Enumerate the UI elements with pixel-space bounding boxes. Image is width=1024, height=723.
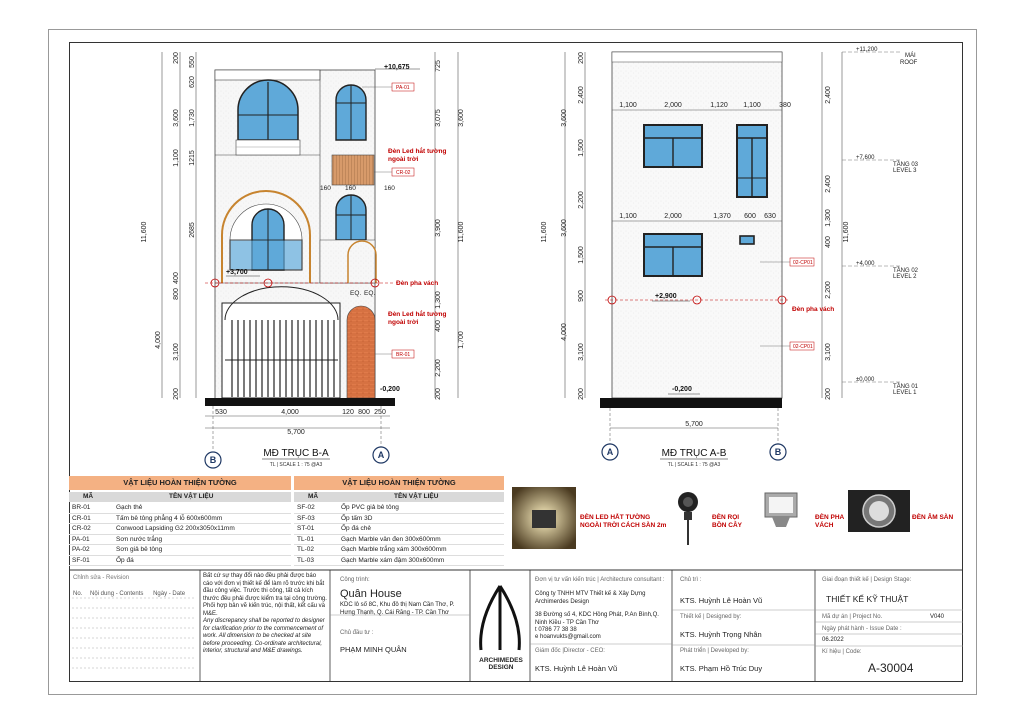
axis-label: A (606, 447, 614, 457)
issue-label: Ngày phát hành - Issue Date : (822, 626, 902, 632)
svg-text:900: 900 (578, 290, 585, 302)
director-label: Giám đốc |Director - CEO: (535, 648, 605, 654)
svg-text:630: 630 (764, 213, 776, 220)
svg-text:LEVEL 2: LEVEL 2 (893, 274, 917, 280)
elevation-ba-drawing (141, 45, 480, 470)
right-dimensions-ab (825, 86, 850, 400)
table-row: SF-01 Ốp đá (69, 555, 291, 566)
svg-text:+11,200: +11,200 (856, 47, 878, 53)
dim: 11,600 (458, 221, 465, 243)
dim: 200 (173, 388, 180, 400)
developer-label: Phát triển | Developed by: (680, 648, 749, 654)
svg-text:4,000: 4,000 (561, 323, 568, 341)
dim: 800 (173, 288, 180, 300)
light-label-flood: ĐÈN PHA VÁCH (815, 514, 845, 529)
dim: 3,600 (458, 109, 465, 127)
svg-text:5,700: 5,700 (287, 429, 305, 436)
materials-header: MÃ TÊN VẬT LIỆU (69, 492, 291, 502)
svg-text:TẦNG 02: TẦNG 02 (893, 268, 919, 274)
bottom-dimensions (215, 409, 386, 436)
tag: BR-01 (396, 352, 411, 358)
project-address: KDC lô số 8C, Khu đô thị Nam Cần Thơ, P. Hưng Thạnh, Q. Cái Răng - TP. Cần Thơ (340, 602, 455, 616)
note-flood-light: Đèn pha vách (396, 280, 439, 287)
wall-washer-light-icon (512, 487, 576, 549)
level: +3,700 (226, 269, 248, 276)
svg-text:200: 200 (825, 388, 832, 400)
svg-text:TẦNG 03: TẦNG 03 (893, 162, 919, 168)
svg-text:800: 800 (358, 409, 370, 416)
investor-label: Chủ đầu tư : (340, 630, 374, 636)
table-row: PA-01 Sơn nước trắng (69, 534, 291, 545)
table-row: CR-01 Tấm bê tông phẳng 4 lỗ 600x600mm (69, 513, 291, 524)
svg-text:1,100: 1,100 (619, 213, 637, 220)
svg-text:2,400: 2,400 (825, 86, 832, 104)
dim: 1,100 (173, 149, 180, 167)
project-no-label: Mã dự án | Project No. (822, 614, 883, 620)
elevation-title: MĐ TRỤC B-A (263, 448, 329, 459)
svg-text:LEVEL 1: LEVEL 1 (893, 390, 917, 396)
dim: 2,200 (435, 359, 442, 377)
svg-text:+7,600: +7,600 (856, 155, 875, 161)
dim: 3,100 (173, 343, 180, 361)
svg-text:1,100: 1,100 (619, 102, 637, 109)
axis-label: B (209, 455, 217, 465)
project-label: Công trình: (340, 577, 370, 583)
svg-text:1,500: 1,500 (578, 139, 585, 157)
revision-header: No. Nội dung - Contents Ngày - Date (73, 591, 186, 597)
garden-spike-light-icon (678, 492, 698, 545)
consultant-email: e hoanvukts@gmail.com (535, 634, 601, 640)
right-dimensions (435, 60, 465, 400)
dim: 550 (189, 56, 196, 68)
table-row: SF-03 Ốp tấm 3D (294, 513, 504, 524)
axis-label: B (774, 447, 782, 457)
svg-text:1,500: 1,500 (578, 246, 585, 264)
logo-text: ARCHIMEDES DESIGN (479, 657, 523, 671)
svg-text:530: 530 (215, 409, 227, 416)
issue-date: 06.2022 (822, 637, 844, 643)
svg-text:2,000: 2,000 (664, 213, 682, 220)
table-row: BR-01 Gạch thẻ (69, 503, 291, 513)
designer-name: KTS. Huỳnh Trọng Nhân (680, 630, 762, 639)
dim: 1215 (189, 150, 196, 166)
svg-text:1,120: 1,120 (710, 102, 728, 109)
code-label: Kí hiệu | Code: (822, 649, 862, 655)
dim: 4,000 (155, 331, 162, 349)
project-no: V040 (930, 614, 945, 620)
svg-text:120: 120 (342, 409, 354, 416)
level: +10,675 (384, 64, 410, 71)
note-flood-light-ab: Đèn pha vách (792, 306, 835, 313)
chair-name: KTS. Huỳnh Lê Hoàn Vũ (680, 596, 763, 605)
dim: 1,300 (435, 291, 442, 309)
axis-label: A (377, 450, 385, 460)
svg-text:2,400: 2,400 (825, 175, 832, 193)
light-label-wall-washer: ĐÈN LED HẮT TƯỜNG NGOÀI TRỜI CÁCH SÀN 2m (580, 514, 667, 529)
consultant-name: Công ty TNHH MTV Thiết kế & Xây Dựng Archimerdes Design (535, 591, 646, 605)
dim: 1,730 (189, 109, 196, 127)
notice-vi: Bất cứ sự thay đổi nào đều phải được báo cáo với đơn vị thiết kế để làm rõ trước khi bắt đầu công việc. Trước thi công, tất cả kích thước đều phải được kiểm tra tại công trường. Phối hợp bản vẽ kiến trúc, nội thất, kết cấu và M&E. (203, 573, 327, 617)
svg-text:160: 160 (345, 185, 356, 192)
svg-text:4,000: 4,000 (281, 409, 299, 416)
svg-text:EQ.: EQ. (350, 290, 362, 297)
svg-text:LEVEL 3: LEVEL 3 (893, 168, 917, 174)
dim: 1,700 (458, 331, 465, 349)
table-row: TL-01 Gạch Marble vân đen 300x600mm (294, 534, 504, 545)
table-row: TL-03 Gạch Marble xám đậm 300x600mm (294, 555, 504, 566)
svg-text:1,300: 1,300 (825, 209, 832, 227)
svg-text:2,000: 2,000 (664, 102, 682, 109)
light-label-spike: ĐÈN RỌI BỒN CÂY (712, 514, 742, 529)
svg-text:ROOF: ROOF (900, 60, 918, 66)
svg-text:1,370: 1,370 (713, 213, 731, 220)
archimedes-logo (478, 584, 522, 654)
light-label-inground: ĐÈN ÂM SÀN (912, 514, 954, 521)
consultant-phone: t 0786 77 38 38 (535, 627, 577, 633)
svg-text:3,100: 3,100 (578, 343, 585, 361)
designer-label: Thiết kế | Designed by: (680, 614, 742, 620)
materials-title: VẬT LIỆU HOÀN THIỆN TƯỜNG (69, 476, 291, 490)
svg-text:TẦNG 01: TẦNG 01 (893, 384, 919, 390)
tag: CR-02 (396, 170, 411, 176)
notice-en: Any discrepancy shall be reported to designer for clarification prior to the commencement of work. All dimension to be checked at site before proceeding. Co-ordinate architectural, interior, structural and M&E drawings. (203, 618, 325, 654)
dim: 2685 (189, 222, 196, 238)
svg-text:MÁI: MÁI (905, 53, 916, 59)
elevation-ab-drawing (540, 45, 950, 470)
svg-text:250: 250 (374, 409, 386, 416)
consultant-label: Đơn vị tư vấn kiến trúc | Architecture consultant : (535, 577, 665, 583)
note-led-wall-upper: Đèn Led hắt tường ngoài trời (388, 148, 447, 163)
table-row: PA-02 Sơn giả bê tông (69, 545, 291, 556)
svg-text:3,600: 3,600 (561, 109, 568, 127)
svg-text:2,200: 2,200 (825, 281, 832, 299)
dim: 3,900 (435, 219, 442, 237)
level: -0,200 (380, 386, 400, 393)
table-row: TL-02 Gạch Marble trắng xám 300x600mm (294, 545, 504, 556)
level: -0,200 (672, 386, 692, 393)
svg-text:+4,000: +4,000 (856, 261, 875, 267)
svg-text:200: 200 (578, 52, 585, 64)
chair-label: Chủ trì : (680, 577, 702, 583)
developer-name: KTS. Phạm Hồ Trúc Duy (680, 664, 763, 673)
table-row: CR-02 Conwood Lapsiding G2 200x3050x11mm (69, 524, 291, 535)
svg-text:400: 400 (825, 236, 832, 248)
dim-total: 11,600 (141, 221, 148, 243)
svg-text:160: 160 (384, 185, 395, 192)
svg-text:02-CP01: 02-CP01 (793, 344, 813, 350)
left-dimensions (141, 52, 196, 400)
svg-text:200: 200 (578, 388, 585, 400)
elevation-scale: TL | SCALE 1 : 75 @A3 (667, 462, 721, 468)
flood-light-icon (765, 493, 797, 527)
svg-text:2,200: 2,200 (578, 191, 585, 209)
dim: 620 (189, 76, 196, 88)
stage-value: THIẾT KẾ KỸ THUẬT (826, 594, 909, 604)
level-marks (842, 47, 919, 396)
svg-text:3,100: 3,100 (825, 343, 832, 361)
table-row: SF-02 Ốp PVC giả bê tông (294, 503, 504, 513)
material-tags-ab (790, 258, 814, 350)
project-name: Quân House (340, 588, 402, 600)
dim: 725 (435, 60, 442, 72)
dim: 200 (173, 52, 180, 64)
svg-text:3,600: 3,600 (561, 219, 568, 237)
svg-text:2,400: 2,400 (578, 86, 585, 104)
inground-light-icon (848, 490, 910, 532)
stage-label: Giai đoạn thiết kế | Design Stage: (822, 577, 912, 583)
svg-text:02-CP01: 02-CP01 (793, 260, 813, 266)
svg-text:1,100: 1,100 (743, 102, 761, 109)
dim: 400 (173, 272, 180, 284)
level: +2,900 (655, 293, 677, 300)
svg-text:±0,000: ±0,000 (856, 377, 875, 383)
svg-text:160: 160 (320, 185, 331, 192)
tag: PA-01 (396, 85, 410, 91)
dim: 3,075 (435, 109, 442, 127)
svg-text:EQ.: EQ. (364, 290, 376, 297)
svg-text:380: 380 (779, 102, 791, 109)
revision-title: Chỉnh sửa - Revision (73, 575, 130, 581)
elevation-scale: TL | SCALE 1 : 75 @A3 (269, 462, 323, 468)
note-led-wall-lower: Đèn Led hắt tường ngoài trời (388, 311, 447, 326)
director-name: KTS. Huỳnh Lê Hoàn Vũ (535, 664, 618, 673)
sheet-code: A-30004 (868, 661, 914, 675)
svg-text:5,700: 5,700 (685, 421, 703, 428)
svg-text:600: 600 (744, 213, 756, 220)
consultant-address: 38 Đường số 4, KDC Hồng Phát, P.An Bình,Q. Ninh Kiều - TP Cần Thơ (535, 612, 659, 626)
investor-name: PHẠM MINH QUÂN (340, 645, 407, 654)
svg-text:11,600: 11,600 (541, 221, 548, 243)
table-row: ST-01 Ốp đá chẻ (294, 524, 504, 535)
svg-text:11,600: 11,600 (843, 221, 850, 243)
dim: 400 (435, 320, 442, 332)
elevation-title: MĐ TRỤC A-B (661, 448, 727, 459)
left-dimensions-ab (541, 52, 585, 400)
dim: 3,600 (173, 109, 180, 127)
dim: 200 (435, 388, 442, 400)
